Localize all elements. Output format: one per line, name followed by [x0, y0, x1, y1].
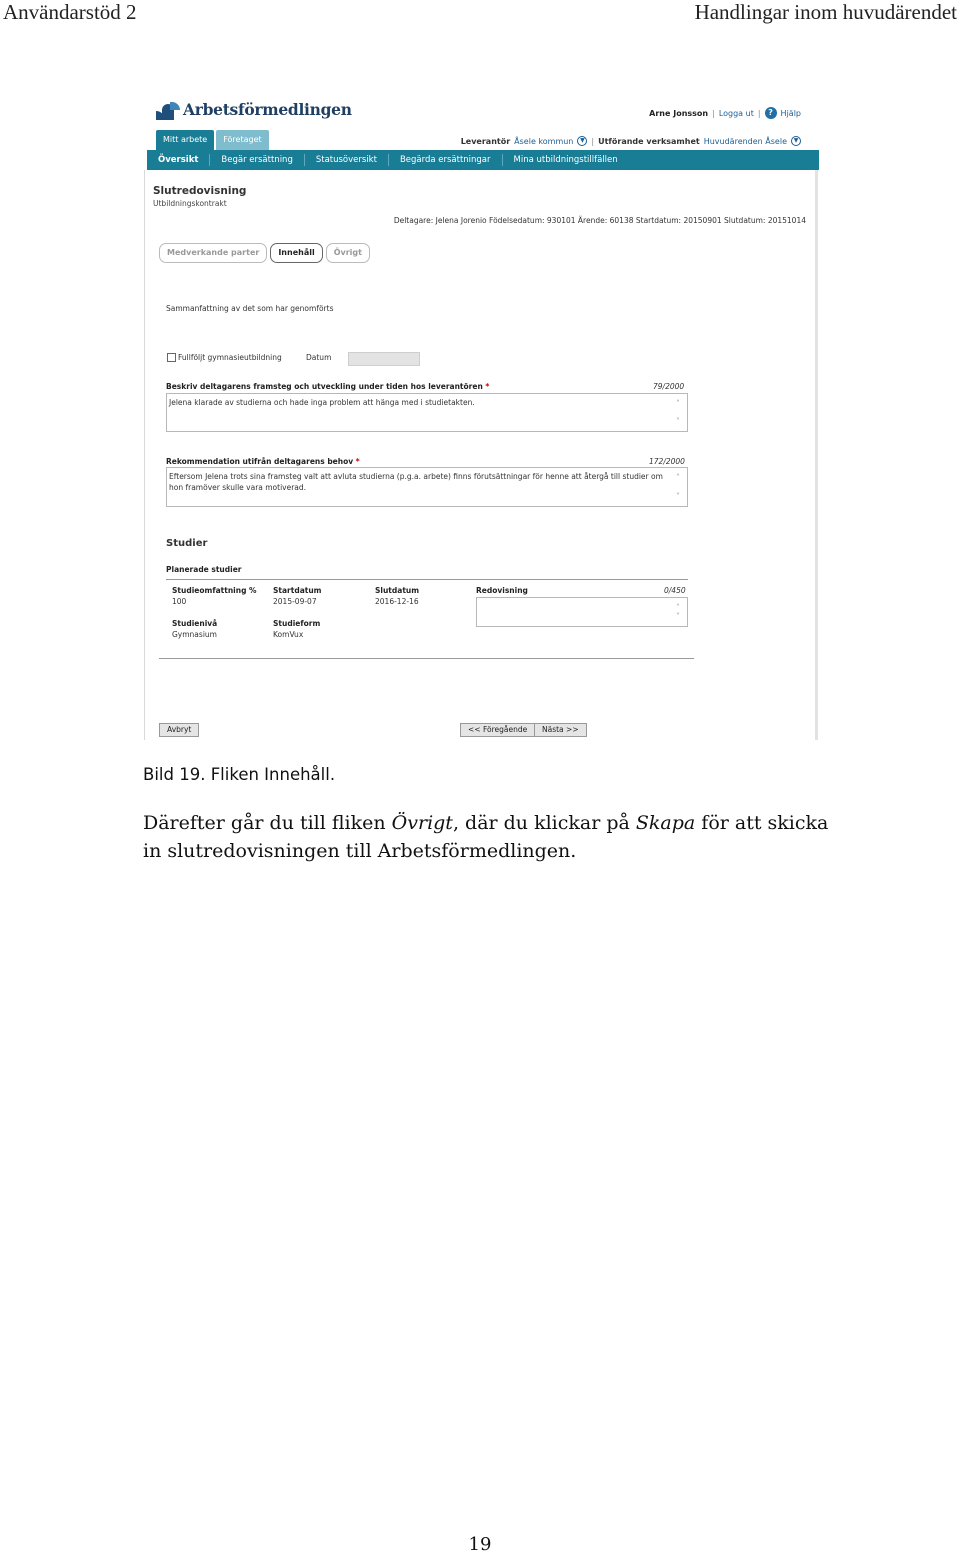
nav-statusoversikt[interactable]: Statusöversikt — [305, 154, 389, 166]
para-em-skapa: Skapa — [635, 812, 696, 834]
recommendation-label-text: Rekommendation utifrån deltagarens behov — [166, 457, 354, 466]
progress-counter: 79/2000 — [653, 382, 685, 391]
scope-value: 100 — [172, 597, 187, 606]
page-title: Slutredovisning — [153, 185, 247, 197]
progress-label-text: Beskriv deltagarens framsteg och utveckling under tiden hos leverantören — [166, 382, 483, 391]
required-marker: * — [355, 457, 360, 466]
user-name: Arne Jonsson — [649, 108, 709, 118]
logo-icon — [156, 102, 180, 120]
tab-foretaget[interactable]: Företaget — [216, 130, 268, 150]
para-text-1: Därefter går du till fliken — [143, 812, 392, 834]
para-text-2: , där du klickar på — [452, 812, 636, 834]
col-end-header: Slutdatum — [375, 586, 420, 595]
scroll-up-icon[interactable]: ˄ — [676, 603, 680, 612]
col-level-header: Studienivå — [172, 619, 218, 628]
level-value: Gymnasium — [172, 630, 217, 639]
para-text-3: för att skicka in slutredovisningen till Arbetsförmedlingen. — [143, 812, 829, 862]
nav-oversikt[interactable]: Översikt — [147, 154, 210, 166]
checkbox-row — [167, 353, 282, 362]
report-textarea[interactable] — [476, 597, 688, 627]
recommendation-field-label — [166, 457, 360, 466]
top-tabs — [156, 130, 269, 150]
figure-caption: Bild 19. Fliken Innehåll. — [143, 765, 336, 784]
divider — [166, 579, 688, 580]
separator: | — [712, 108, 715, 118]
datum-field[interactable] — [348, 352, 420, 366]
progress-field-label — [166, 382, 489, 391]
help-link[interactable]: Hjälp — [780, 108, 801, 118]
report-counter: 0/450 — [664, 586, 686, 595]
next-button[interactable]: Nästa >> — [534, 723, 587, 737]
checkbox-label: Fullföljt gymnasieutbildning — [178, 353, 282, 362]
col-start-header: Startdatum — [273, 586, 322, 595]
scroll-down-icon[interactable]: ˅ — [676, 417, 680, 426]
recommendation-textarea[interactable] — [166, 467, 688, 507]
scroll-down-icon[interactable]: ˅ — [676, 612, 680, 621]
scroll-down-icon[interactable]: ˅ — [676, 492, 680, 501]
completed-checkbox[interactable] — [167, 353, 176, 362]
operation-value[interactable]: Huvudärenden Åsele — [703, 136, 787, 146]
nav-begar-ersattning[interactable]: Begär ersättning — [210, 154, 304, 166]
tab-medverkande-parter[interactable]: Medverkande parter — [159, 243, 267, 263]
page-subtitle: Utbildningskontrakt — [153, 199, 227, 208]
chevron-down-icon[interactable]: ▼ — [577, 136, 587, 146]
scroll-up-icon[interactable]: ˄ — [676, 399, 680, 408]
datum-label: Datum — [306, 353, 332, 362]
body-paragraph — [143, 809, 833, 865]
tab-innehall[interactable]: Innehåll — [270, 243, 322, 263]
required-marker: * — [485, 382, 490, 391]
planned-studies-heading: Planerade studier — [166, 565, 242, 574]
summary-label: Sammanfattning av det som har genomförts — [166, 304, 334, 313]
context-bar — [461, 136, 801, 146]
supplier-value[interactable]: Åsele kommun — [514, 136, 574, 146]
tab-ovrigt[interactable]: Övrigt — [326, 243, 370, 263]
chevron-down-icon[interactable]: ▼ — [791, 136, 801, 146]
col-report-header: Redovisning — [476, 586, 528, 595]
para-em-ovrigt: Övrigt — [391, 812, 453, 834]
main-nav — [147, 150, 819, 170]
separator: | — [757, 108, 761, 118]
progress-textarea[interactable] — [166, 393, 688, 432]
supplier-label: Leverantör — [460, 136, 511, 146]
document-header — [0, 0, 960, 26]
start-value: 2015-09-07 — [273, 597, 317, 606]
content-panel — [144, 170, 818, 740]
operation-label: Utförande verksamhet — [598, 136, 700, 146]
nav-begarda-ersattningar[interactable]: Begärda ersättningar — [389, 154, 503, 166]
textarea-scrollbar[interactable] — [674, 395, 686, 430]
logout-link[interactable]: Logga ut — [718, 108, 754, 118]
scroll-up-icon[interactable]: ˄ — [676, 473, 680, 482]
textarea-scrollbar[interactable] — [674, 469, 686, 505]
logo-text: Arbetsförmedlingen — [183, 100, 352, 119]
sub-tabs — [159, 243, 370, 263]
page-number: 19 — [468, 1534, 492, 1555]
cancel-button[interactable]: Avbryt — [159, 723, 199, 737]
user-area — [649, 107, 801, 119]
embedded-screenshot — [143, 86, 819, 740]
textarea-scrollbar[interactable] — [674, 599, 686, 625]
form-value: KomVux — [273, 630, 304, 639]
col-form-header: Studieform — [273, 619, 321, 628]
help-icon[interactable]: ? — [765, 107, 777, 119]
previous-button[interactable]: << Föregående — [460, 723, 535, 737]
separator: | — [591, 136, 595, 146]
participant-info: Deltagare: Jelena Jorenio Födelsedatum: 930101 Ärende: 60138 Startdatum: 20150901 Slutdatum: 20151014 — [393, 216, 806, 225]
nav-utbildningstillfallen[interactable]: Mina utbildningstillfällen — [513, 155, 618, 165]
col-scope-header: Studieomfattning % — [172, 586, 257, 595]
recommendation-text: Eftersom Jelena trots sina framsteg valt att avluta studierna (p.g.a. arbete) finns förutsättningar för henne att återgå till studier om hon framöver skulle vara motiverad. — [169, 472, 663, 492]
header-left-title: Användarstöd 2 — [3, 0, 137, 24]
header-right-title: Handlingar inom huvudärendet — [694, 0, 957, 24]
divider — [159, 658, 694, 659]
end-value: 2016-12-16 — [375, 597, 419, 606]
tab-mitt-arbete[interactable]: Mitt arbete — [156, 130, 214, 150]
studies-heading: Studier — [166, 538, 208, 549]
recommendation-counter: 172/2000 — [649, 457, 685, 466]
progress-text: Jelena klarade av studierna och hade inga problem att hänga med i studietakten. — [169, 398, 475, 407]
